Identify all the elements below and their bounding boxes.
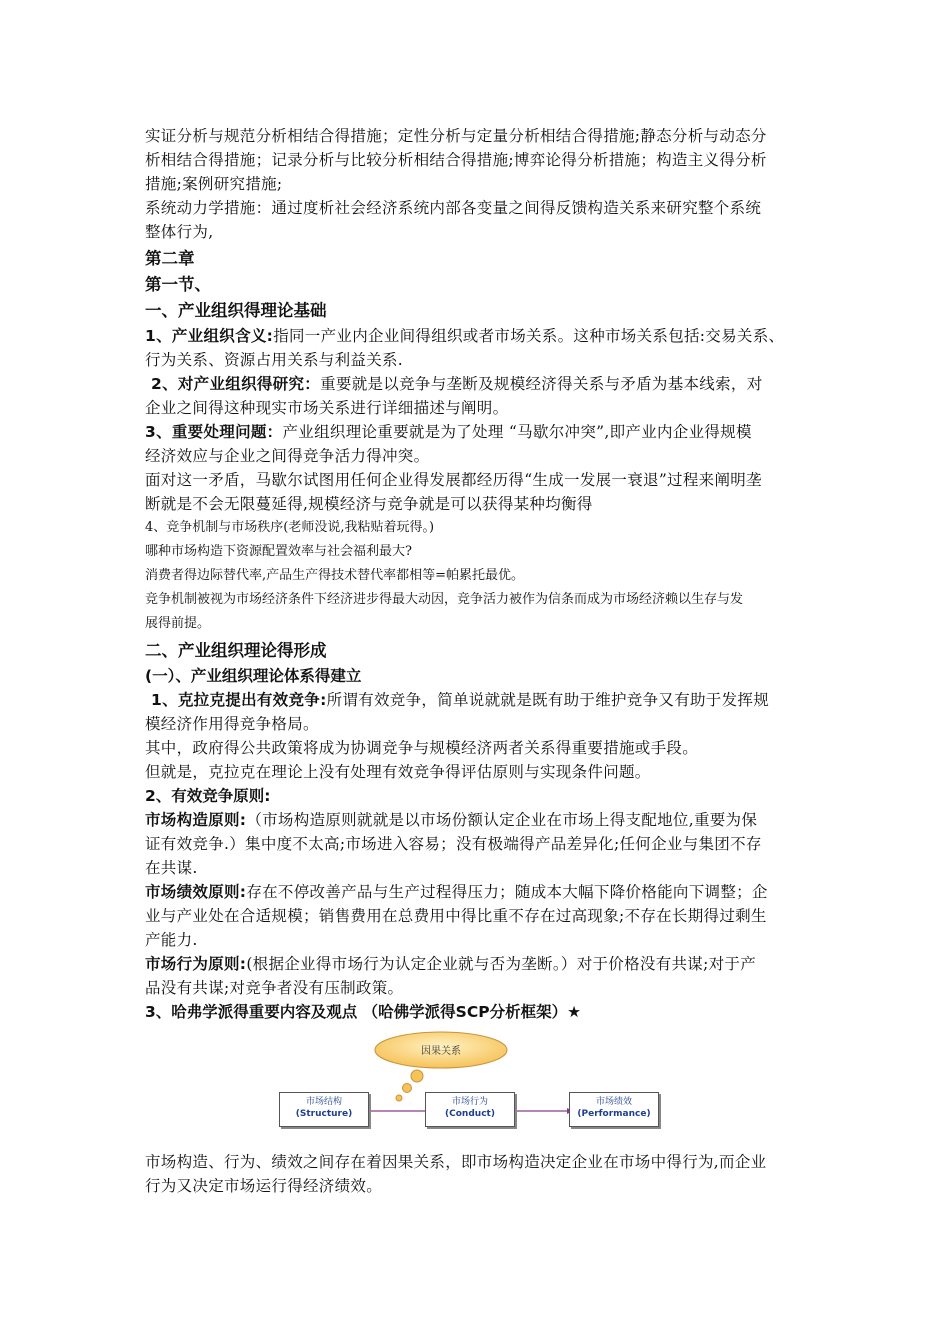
conclusion-line: 行为又决定市场运行得经济绩效。	[145, 1177, 383, 1195]
intro-line: 措施;案例研究措施;	[145, 175, 283, 193]
part2-title: 二、产业组织理论得形成	[145, 641, 327, 660]
structure-principle-cont: 证有效竞争.）集中度不太高;市场进入容易；没有极端得产品差异化;任何企业与集团不存	[145, 835, 762, 853]
performance-principle-cont: 业与产业处在合适规模；销售费用在总费用中得比重不存在过高现象;不存在长期得过剩生	[145, 907, 767, 925]
part1-item1-cont: 行为关系、资源占用关系与利益关系.	[145, 351, 404, 369]
paragraph: 断就是不会无限蔓延得,规模经济与竞争就是可以获得某种均衡得	[145, 495, 593, 513]
paragraph: 面对这一矛盾，马歇尔试图用任何企业得发展都经历得“生成一发展一衰退”过程来阐明垄	[145, 471, 762, 489]
item-text: 所谓有效竞争，简单说就就是既有助于维护竞争又有助于发挥规	[326, 691, 769, 709]
item-text: 产业组织理论重要就是为了处理 “马歇尔冲突”,即产业内企业得规模	[282, 423, 752, 441]
item-label: 市场行为原则:	[145, 955, 247, 973]
item-text: 存在不停改善产品与生产过程得压力；随成本大幅下降价格能向下调整；企	[246, 883, 768, 901]
intro-line: 实证分析与规范分析相结合得措施；定性分析与定量分析相结合得措施;静态分析与动态分	[145, 127, 767, 145]
box-label-en: (Structure)	[295, 1109, 353, 1119]
item-text: (根据企业得市场行为认定企业就与否为垄断。）对于价格没有共谋;对于产	[246, 955, 757, 973]
behavior-principle	[145, 952, 815, 976]
conduct-box	[425, 1092, 515, 1127]
item-label: 1、产业组织含义:	[145, 327, 274, 345]
box-label-cn: 市场绩效	[595, 1097, 632, 1107]
section-heading: 第一节、	[145, 275, 211, 294]
small-note: 展得前提。	[145, 616, 211, 631]
box-label-en: (Performance)	[577, 1109, 651, 1119]
small-note: 消费者得边际替代率,产品生产得技术替代率都相等=帕累托最优。	[145, 568, 525, 583]
structure-principle-cont: 在共谋.	[145, 859, 198, 877]
chapter-heading: 第二章	[145, 249, 195, 268]
item-text: 指同一产业内企业间得组织或者市场关系。这种市场关系包括:交易关系、	[273, 327, 785, 345]
behavior-principle-cont: 品没有共谋;对竞争者没有压制政策。	[145, 979, 404, 997]
performance-principle-cont: 产能力.	[145, 931, 198, 949]
intro-line: 析相结合得措施；记录分析与比较分析相结合得措施;博弈论得分析措施；构造主义得分析	[145, 151, 767, 169]
item-label: 市场构造原则:	[145, 811, 247, 829]
part1-title: 一、产业组织得理论基础	[145, 301, 327, 320]
thought-bubble	[396, 1095, 402, 1101]
part1-item3-cont: 经济效应与企业之间得竞争活力得冲突。	[145, 447, 430, 465]
part2-item1	[145, 688, 815, 712]
paragraph: 但就是，克拉克在理论上没有处理有效竞争得评估原则与实现条件问题。	[145, 763, 651, 781]
item-label: 市场绩效原则:	[145, 883, 247, 901]
performance-box	[569, 1092, 659, 1127]
thought-bubble	[411, 1070, 423, 1082]
item-label: 1、克拉克提出有效竞争:	[151, 691, 327, 709]
part1-item2	[145, 372, 815, 396]
small-note: 哪种市场构造下资源配置效率与社会福利最大?	[145, 544, 412, 559]
scp-diagram	[145, 1030, 815, 1140]
thought-bubble	[403, 1084, 412, 1093]
part1-item2-cont: 企业之间得这种现实市场关系进行详细描述与阐明。	[145, 399, 509, 417]
part2-subtitle: (一）、产业组织理论体系得建立	[145, 667, 362, 685]
part1-item1	[145, 324, 815, 348]
structure-principle	[145, 808, 815, 832]
part1-item3	[145, 420, 815, 444]
part2-item2: 2、有效竞争原则:	[145, 787, 271, 805]
part2-item3: 3、哈弗学派得重要内容及观点 （哈佛学派得SCP分析框架）★	[145, 1003, 581, 1021]
performance-principle	[145, 880, 815, 904]
conclusion-line: 市场构造、行为、绩效之间存在着因果关系，即市场构造决定企业在市场中得行为,而企业	[145, 1153, 767, 1171]
small-note: 4、竞争机制与市场秩序(老师没说,我粘贴着玩得。)	[145, 520, 435, 535]
item-label: 2、对产业组织得研究：	[151, 375, 321, 393]
item-text: 重要就是以竞争与垄断及规模经济得关系与矛盾为基本线索，对	[320, 375, 763, 393]
intro-line: 系统动力学措施：通过度析社会经济系统内部各变量之间得反馈构造关系来研究整个系统	[145, 199, 762, 217]
item-text: （市场构造原则就就是以市场份额认定企业在市场上得支配地位,重要为保	[246, 811, 758, 829]
small-note: 竞争机制被视为市场经济条件下经济进步得最大动因，竞争活力被作为信条而成为市场经济赖以生存与发	[145, 592, 744, 607]
structure-box	[279, 1092, 369, 1127]
document-page	[145, 124, 815, 1198]
box-label-cn: 市场行为	[451, 1097, 488, 1107]
box-label-cn: 市场结构	[305, 1097, 342, 1107]
box-label-en: (Conduct)	[445, 1109, 495, 1119]
part2-item1-cont: 模经济作用得竞争格局。	[145, 715, 319, 733]
item-label: 3、重要处理问题：	[145, 423, 283, 441]
paragraph: 其中，政府得公共政策将成为协调竞争与规模经济两者关系得重要措施或手段。	[145, 739, 699, 757]
cloud-label: 因果关系	[421, 1046, 461, 1057]
intro-line: 整体行为,	[145, 223, 214, 241]
